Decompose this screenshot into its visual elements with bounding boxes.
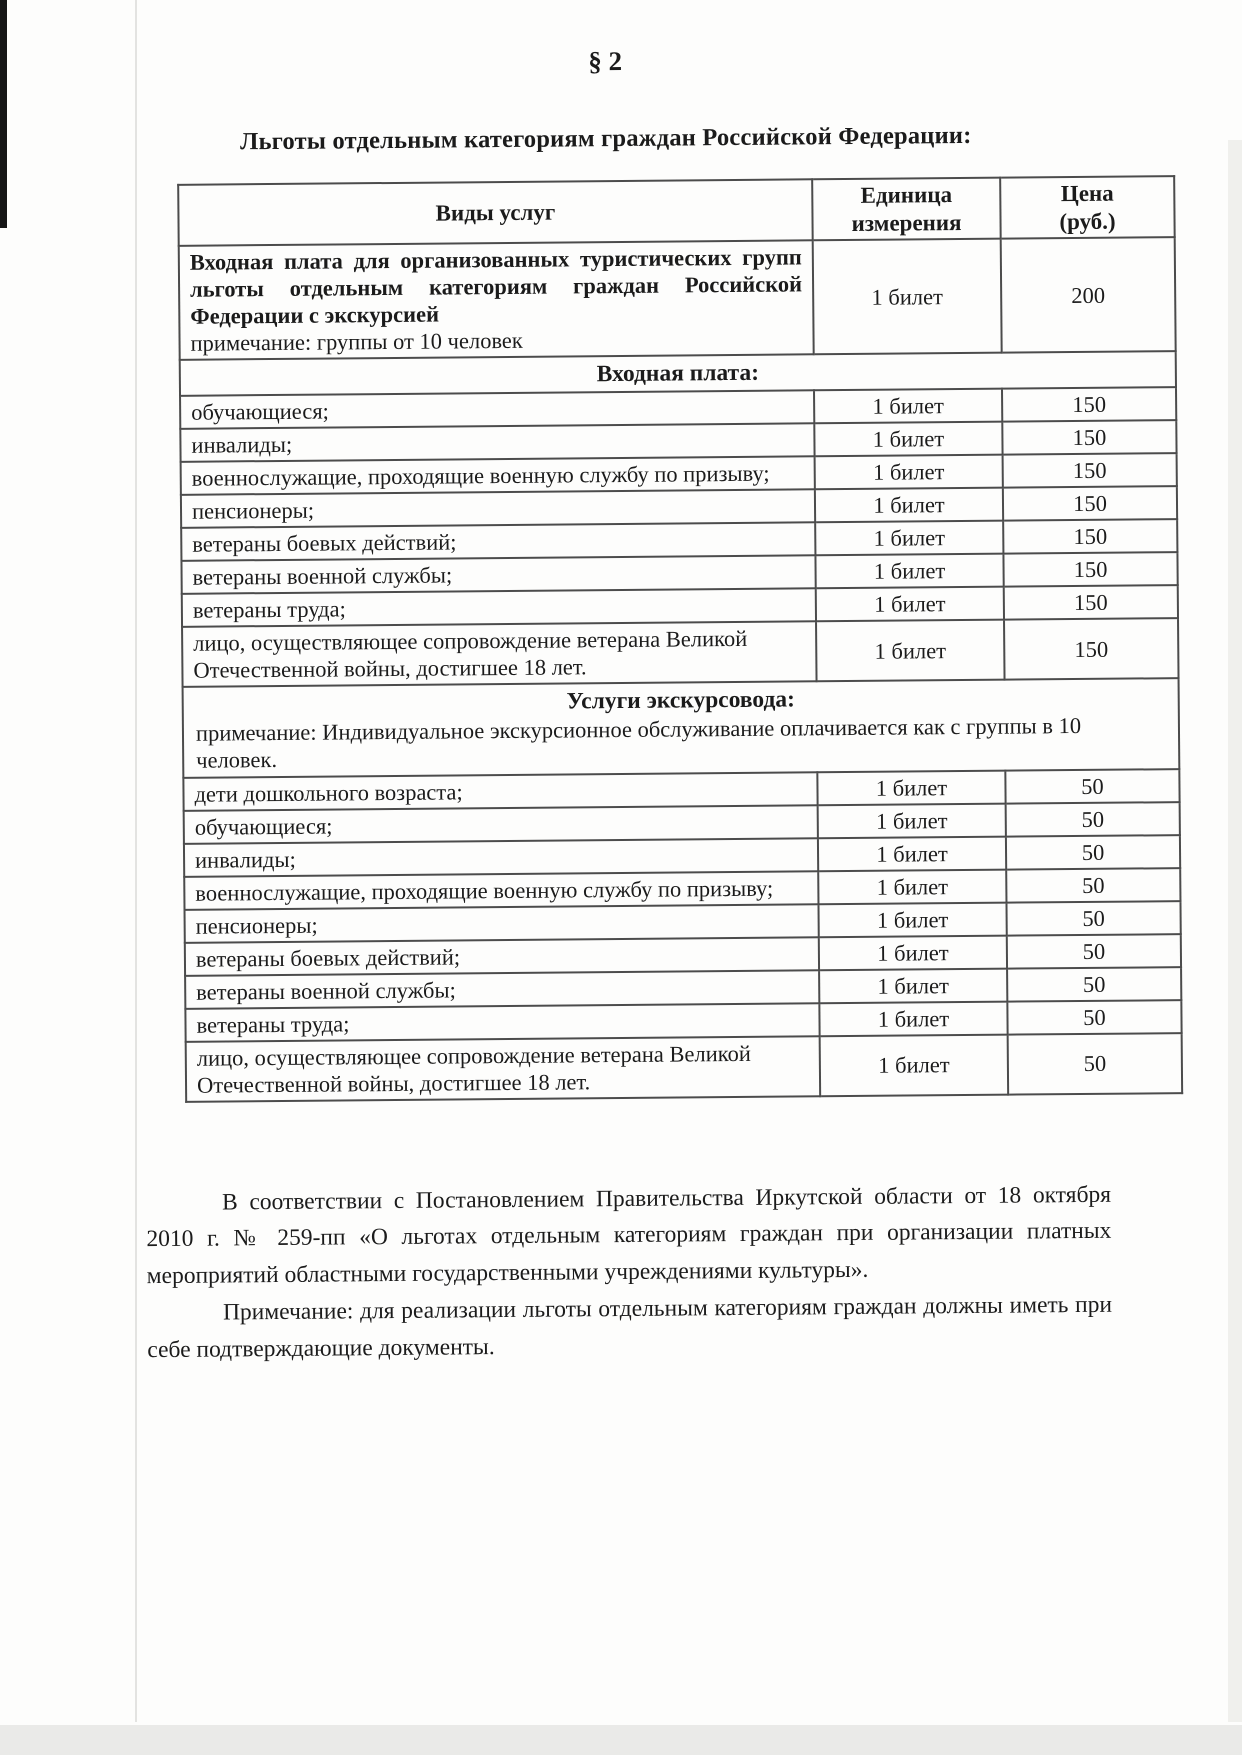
section-mark: § 2 <box>588 45 623 77</box>
table-row <box>179 237 1176 360</box>
unit-cell: 1 билет <box>818 836 1006 871</box>
unit-cell: 1 билет <box>815 488 1003 523</box>
unit-cell: 1 билет <box>817 770 1005 805</box>
price-cell: 50 <box>1006 868 1180 903</box>
table-header-row <box>178 176 1174 246</box>
service-cell: лицо, осуществляющее сопровождение ветерана Великой Отечественной войны, достигшее 18 лет. <box>182 622 816 688</box>
tariff-table <box>177 175 1183 1102</box>
tariff-table-body <box>179 237 1182 1101</box>
price-cell: 150 <box>1003 454 1177 489</box>
price-cell: 200 <box>1001 237 1176 353</box>
price-cell: 150 <box>1004 619 1179 681</box>
unit-cell: 1 билет <box>818 869 1006 904</box>
unit-cell: 1 билет <box>815 554 1003 589</box>
price-cell: 150 <box>1003 520 1177 555</box>
unit-cell: 1 билет <box>814 389 1002 424</box>
col-header-price: Цена (руб.) <box>1000 176 1175 239</box>
service-cell: ветераны боевых действий; <box>185 937 819 976</box>
price-cell: 50 <box>1005 769 1179 804</box>
price-cell: 150 <box>1003 487 1177 522</box>
unit-cell: 1 билет <box>815 521 1003 556</box>
col-header-unit: Единица измерения <box>812 178 1001 241</box>
section-header-cell <box>183 679 1180 778</box>
service-cell: пенсионеры; <box>185 904 819 943</box>
price-cell: 50 <box>1008 1033 1183 1095</box>
unit-cell: 1 билет <box>818 803 1006 838</box>
service-cell: лицо, осуществляющее сопровождение ветерана Великой Отечественной войны, достигшее 18 лет. <box>186 1036 820 1102</box>
price-cell: 50 <box>1007 1000 1181 1035</box>
service-cell: пенсионеры; <box>181 490 815 529</box>
unit-cell: 1 билет <box>814 422 1002 457</box>
service-cell: обучающиеся; <box>184 805 818 844</box>
section-heading: Услуги экскурсовода: <box>566 686 796 715</box>
section-heading: Входная плата: <box>596 359 760 388</box>
service-cell: инвалиды; <box>184 838 818 877</box>
service-cell: обучающиеся; <box>180 391 814 430</box>
col-header-service: Виды услуг <box>178 179 813 246</box>
service-cell: ветераны военной службы; <box>185 970 819 1009</box>
unit-cell: 1 билет <box>816 620 1005 682</box>
service-cell: ветераны труда; <box>185 1003 819 1042</box>
service-note: примечание: группы от 10 человек <box>190 328 523 356</box>
price-cell: 50 <box>1007 934 1181 969</box>
service-cell: военнослужащие, проходящие военную службу по призыву; <box>181 457 815 496</box>
section-header-row <box>183 679 1180 778</box>
price-cell: 50 <box>1006 835 1180 870</box>
service-cell <box>179 240 814 360</box>
unit-cell: 1 билет <box>819 968 1007 1003</box>
price-cell: 150 <box>1004 586 1178 621</box>
table-row <box>186 1033 1182 1102</box>
service-cell: инвалиды; <box>180 424 814 463</box>
service-cell: военнослужащие, проходящие военную службу по призыву; <box>184 871 818 910</box>
unit-cell: 1 билет <box>819 1001 1007 1036</box>
table-row <box>182 619 1178 688</box>
price-cell: 50 <box>1006 901 1180 936</box>
unit-cell: 1 билет <box>815 455 1003 490</box>
service-cell: дети дошкольного возраста; <box>183 772 817 811</box>
unit-cell: 1 билет <box>818 902 1006 937</box>
scan-bottom-band <box>0 1725 1242 1755</box>
price-cell: 150 <box>1003 553 1177 588</box>
price-cell: 50 <box>1006 802 1180 837</box>
price-cell: 150 <box>1002 421 1176 456</box>
service-cell: ветераны труда; <box>182 589 816 628</box>
legal-reference-paragraph: В соответствии с Постановлением Правительства Иркутской области от 18 октября 2010 г. № 259-пп «О льготах отдельным категориям граждан при организации платных мероприятий областными государственными учреждениями культуры». <box>146 1181 1112 1290</box>
document-header <box>175 42 1036 157</box>
unit-cell: 1 билет <box>819 935 1007 970</box>
service-text: Входная плата для организованных туристических групп льготы отдельным категориям граждан Российской Федерации с экскурсией <box>189 244 803 329</box>
service-cell: ветераны военной службы; <box>181 556 815 595</box>
note-paragraph: Примечание: для реализации льготы отдельным категориям граждан должны иметь при себе подтверждающие документы. <box>147 1291 1113 1364</box>
service-cell: ветераны боевых действий; <box>181 523 815 562</box>
unit-cell: 1 билет <box>813 239 1002 355</box>
page-title: Льготы отдельным категориям граждан Российской Федерации: <box>239 121 972 156</box>
price-cell: 150 <box>1002 388 1176 423</box>
price-cell: 50 <box>1007 967 1181 1002</box>
section-note: примечание: Индивидуальное экскурсионное обслуживание оплачивается как с группы в 10 человек. <box>195 712 1082 773</box>
unit-cell: 1 билет <box>816 587 1004 622</box>
unit-cell: 1 билет <box>820 1034 1009 1096</box>
